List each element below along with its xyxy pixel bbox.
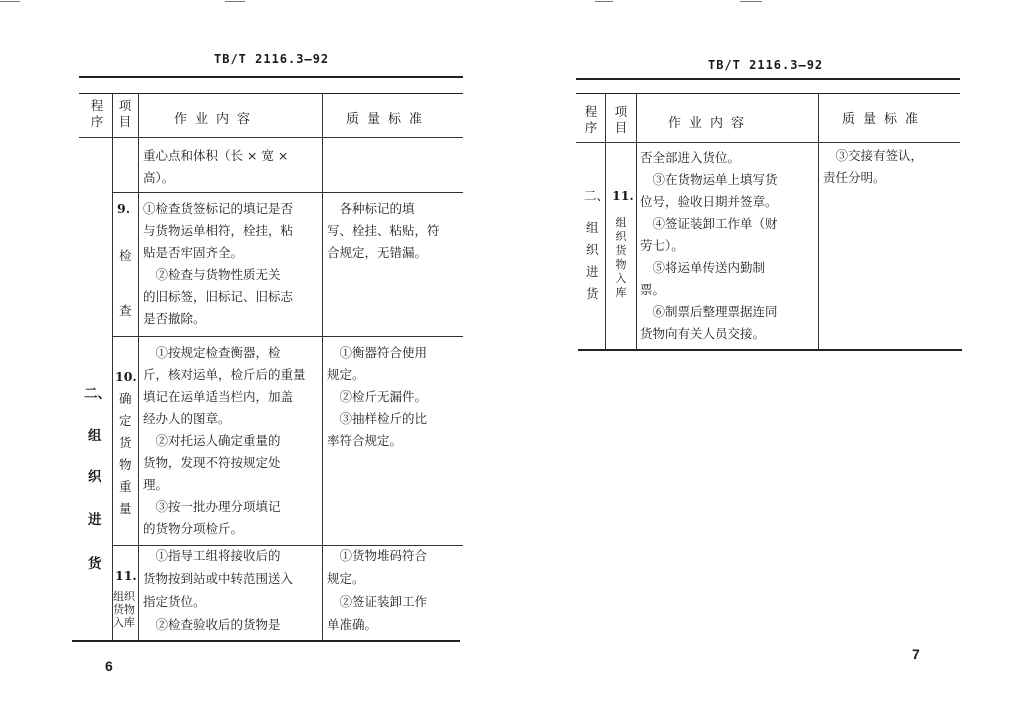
- header-divider: [576, 142, 960, 143]
- header-content: 作业内容: [174, 112, 259, 127]
- row11-name-line: 入库: [113, 616, 135, 629]
- row10-standard-line: 规定。: [327, 367, 365, 382]
- row10-name-char: 物: [119, 457, 132, 472]
- row11-standard-line: ①货物堆码符合: [327, 548, 428, 563]
- row11-name-line: 组织: [113, 590, 135, 603]
- row11-content-line: ④签证装卸工作单（财: [640, 216, 778, 231]
- row11-number: 11.: [612, 188, 634, 203]
- row11-content-line: ①指导工组将接收后的: [143, 548, 281, 563]
- row10-name-char: 货: [119, 435, 132, 450]
- row11-standard-line: 规定。: [327, 571, 365, 586]
- column-divider-3: [818, 93, 819, 349]
- row9-content-line: 与货物运单相符，栓挂，粘: [143, 223, 294, 238]
- row9-number: 9.: [117, 201, 131, 216]
- procedure-label-char: 组: [88, 428, 102, 444]
- top-rule: [576, 78, 960, 80]
- column-divider-1: [112, 93, 113, 640]
- header-divider: [79, 137, 463, 138]
- row11-content-line: ②检查验收后的货物是: [143, 617, 281, 632]
- procedure-label-char: 织: [88, 469, 102, 485]
- table-top-border: [79, 93, 463, 94]
- row9-content-line: 贴是否牢固齐全。: [143, 245, 244, 260]
- scan-mark: [0, 1, 20, 2]
- procedure-label-char: 进: [88, 512, 102, 528]
- row9-content-line: 的旧标签，旧标记、旧标志: [143, 289, 294, 304]
- row11-content-line: 位号，验收日期并签章。: [640, 194, 778, 209]
- row0-content-line: 高）。: [143, 170, 175, 185]
- row9-standard-line: 各种标记的填: [327, 201, 415, 216]
- row11-name-char: 织: [615, 230, 627, 243]
- procedure-label-char: 货: [586, 286, 599, 301]
- header-item: 项 目: [614, 104, 628, 135]
- column-divider-2: [138, 93, 139, 640]
- row11-name-char: 组: [615, 216, 627, 229]
- row11-content-line: 指定货位。: [143, 594, 206, 609]
- row9-standard-line: 合规定，无错漏。: [327, 245, 428, 260]
- row11-name-line: 货物: [113, 603, 135, 616]
- scan-mark: [595, 1, 613, 2]
- row11-content-line: ③在货物运单上填写货: [640, 172, 778, 187]
- row11-number: 11.: [115, 568, 137, 583]
- row-divider-9: [112, 192, 463, 193]
- header-content: 作业内容: [668, 116, 753, 131]
- row10-number: 10.: [115, 369, 137, 384]
- row9-name-char: 检: [119, 248, 132, 263]
- row11-content-line: 货物向有关人员交接。: [640, 326, 766, 341]
- row10-name-char: 定: [119, 413, 132, 428]
- row11-standard-line: ②签证装卸工作: [327, 594, 428, 609]
- row10-name-char: 量: [119, 501, 132, 516]
- scan-mark: [225, 1, 245, 2]
- row10-standard-line: ②检斤无漏件。: [327, 389, 428, 404]
- row11-name-char: 货: [615, 244, 627, 257]
- row10-standard-line: ①衡器符合使用: [327, 345, 428, 360]
- row10-content-line: ①按规定检查衡器，检: [143, 345, 281, 360]
- row10-content-line: 的货物分项检斤。: [143, 521, 244, 536]
- header-item: 项 目: [118, 98, 132, 129]
- page-number: 7: [912, 646, 920, 662]
- row11-name-char: 库: [615, 286, 627, 299]
- scan-mark: [740, 1, 762, 2]
- top-rule: [79, 76, 463, 78]
- row9-content-line: 是否撤除。: [143, 311, 206, 326]
- row10-content-line: 理。: [143, 477, 169, 492]
- row10-content-line: ②对托运人确定重量的: [143, 433, 281, 448]
- row10-content-line: ③按一批办理分项填记: [143, 499, 281, 514]
- row9-content-line: ①检查货签标记的填记是否: [143, 201, 294, 216]
- standard-number: TB/T 2116.3—92: [708, 58, 824, 72]
- table-bottom-border: [578, 349, 962, 351]
- row10-content-line: 经办人的图章。: [143, 411, 231, 426]
- column-divider-3: [322, 93, 323, 640]
- row10-name-char: 确: [119, 391, 132, 406]
- procedure-label-char: 二、: [84, 386, 111, 402]
- header-procedure: 程 序: [90, 98, 104, 129]
- header-standard: 质量标准: [346, 112, 431, 127]
- row9-name-char: 查: [119, 303, 132, 318]
- row-divider-10: [112, 336, 463, 337]
- row10-content-line: 填记在运单适当栏内，加盖: [143, 389, 294, 404]
- row10-content-line: 斤，核对运单，检斤后的重量: [143, 367, 306, 382]
- row9-standard-line: 写、栓挂、粘贴，符: [327, 223, 440, 238]
- row11-standard-line: ③交接有签认，: [823, 148, 924, 163]
- row10-content-line: 货物，发现不符按规定处: [143, 455, 281, 470]
- row10-standard-line: 率符合规定。: [327, 433, 403, 448]
- row11-standard-line: 责任分明。: [823, 170, 886, 185]
- row10-name-char: 重: [119, 479, 132, 494]
- table-top-border: [576, 93, 960, 94]
- procedure-label-char: 织: [586, 242, 599, 257]
- row11-content-line: ⑤将运单传送内勤制: [640, 260, 766, 275]
- standard-number: TB/T 2116.3—92: [214, 52, 330, 66]
- row11-content-line: ⑥制票后整理票据连同: [640, 304, 778, 319]
- row10-standard-line: ③抽样检斤的比: [327, 411, 428, 426]
- row9-content-line: ②检查与货物性质无关: [143, 267, 281, 282]
- right-page: [512, 0, 1024, 725]
- procedure-label-char: 组: [586, 220, 599, 235]
- page-number: 6: [105, 658, 113, 674]
- table-bottom-border: [72, 640, 460, 642]
- row11-content-line: 货物按到站或中转范围送入: [143, 571, 294, 586]
- row11-content-line: 否全部进入货位。: [640, 150, 741, 165]
- procedure-label-char: 进: [586, 264, 599, 279]
- row0-content-line: 重心点和体积（长 × 宽 ×: [143, 148, 289, 163]
- procedure-label-char: 二、: [584, 188, 610, 203]
- row11-content-line: 票。: [640, 282, 666, 297]
- column-divider-1: [605, 93, 606, 349]
- procedure-label-char: 货: [88, 556, 102, 572]
- header-procedure: 程 序: [584, 104, 598, 135]
- header-standard: 质量标准: [842, 112, 927, 127]
- row11-name-char: 物: [615, 258, 627, 271]
- row11-name-char: 入: [615, 272, 627, 285]
- row11-standard-line: 单准确。: [327, 617, 378, 632]
- column-divider-2: [636, 93, 637, 349]
- row11-content-line: 劳七）。: [640, 238, 684, 253]
